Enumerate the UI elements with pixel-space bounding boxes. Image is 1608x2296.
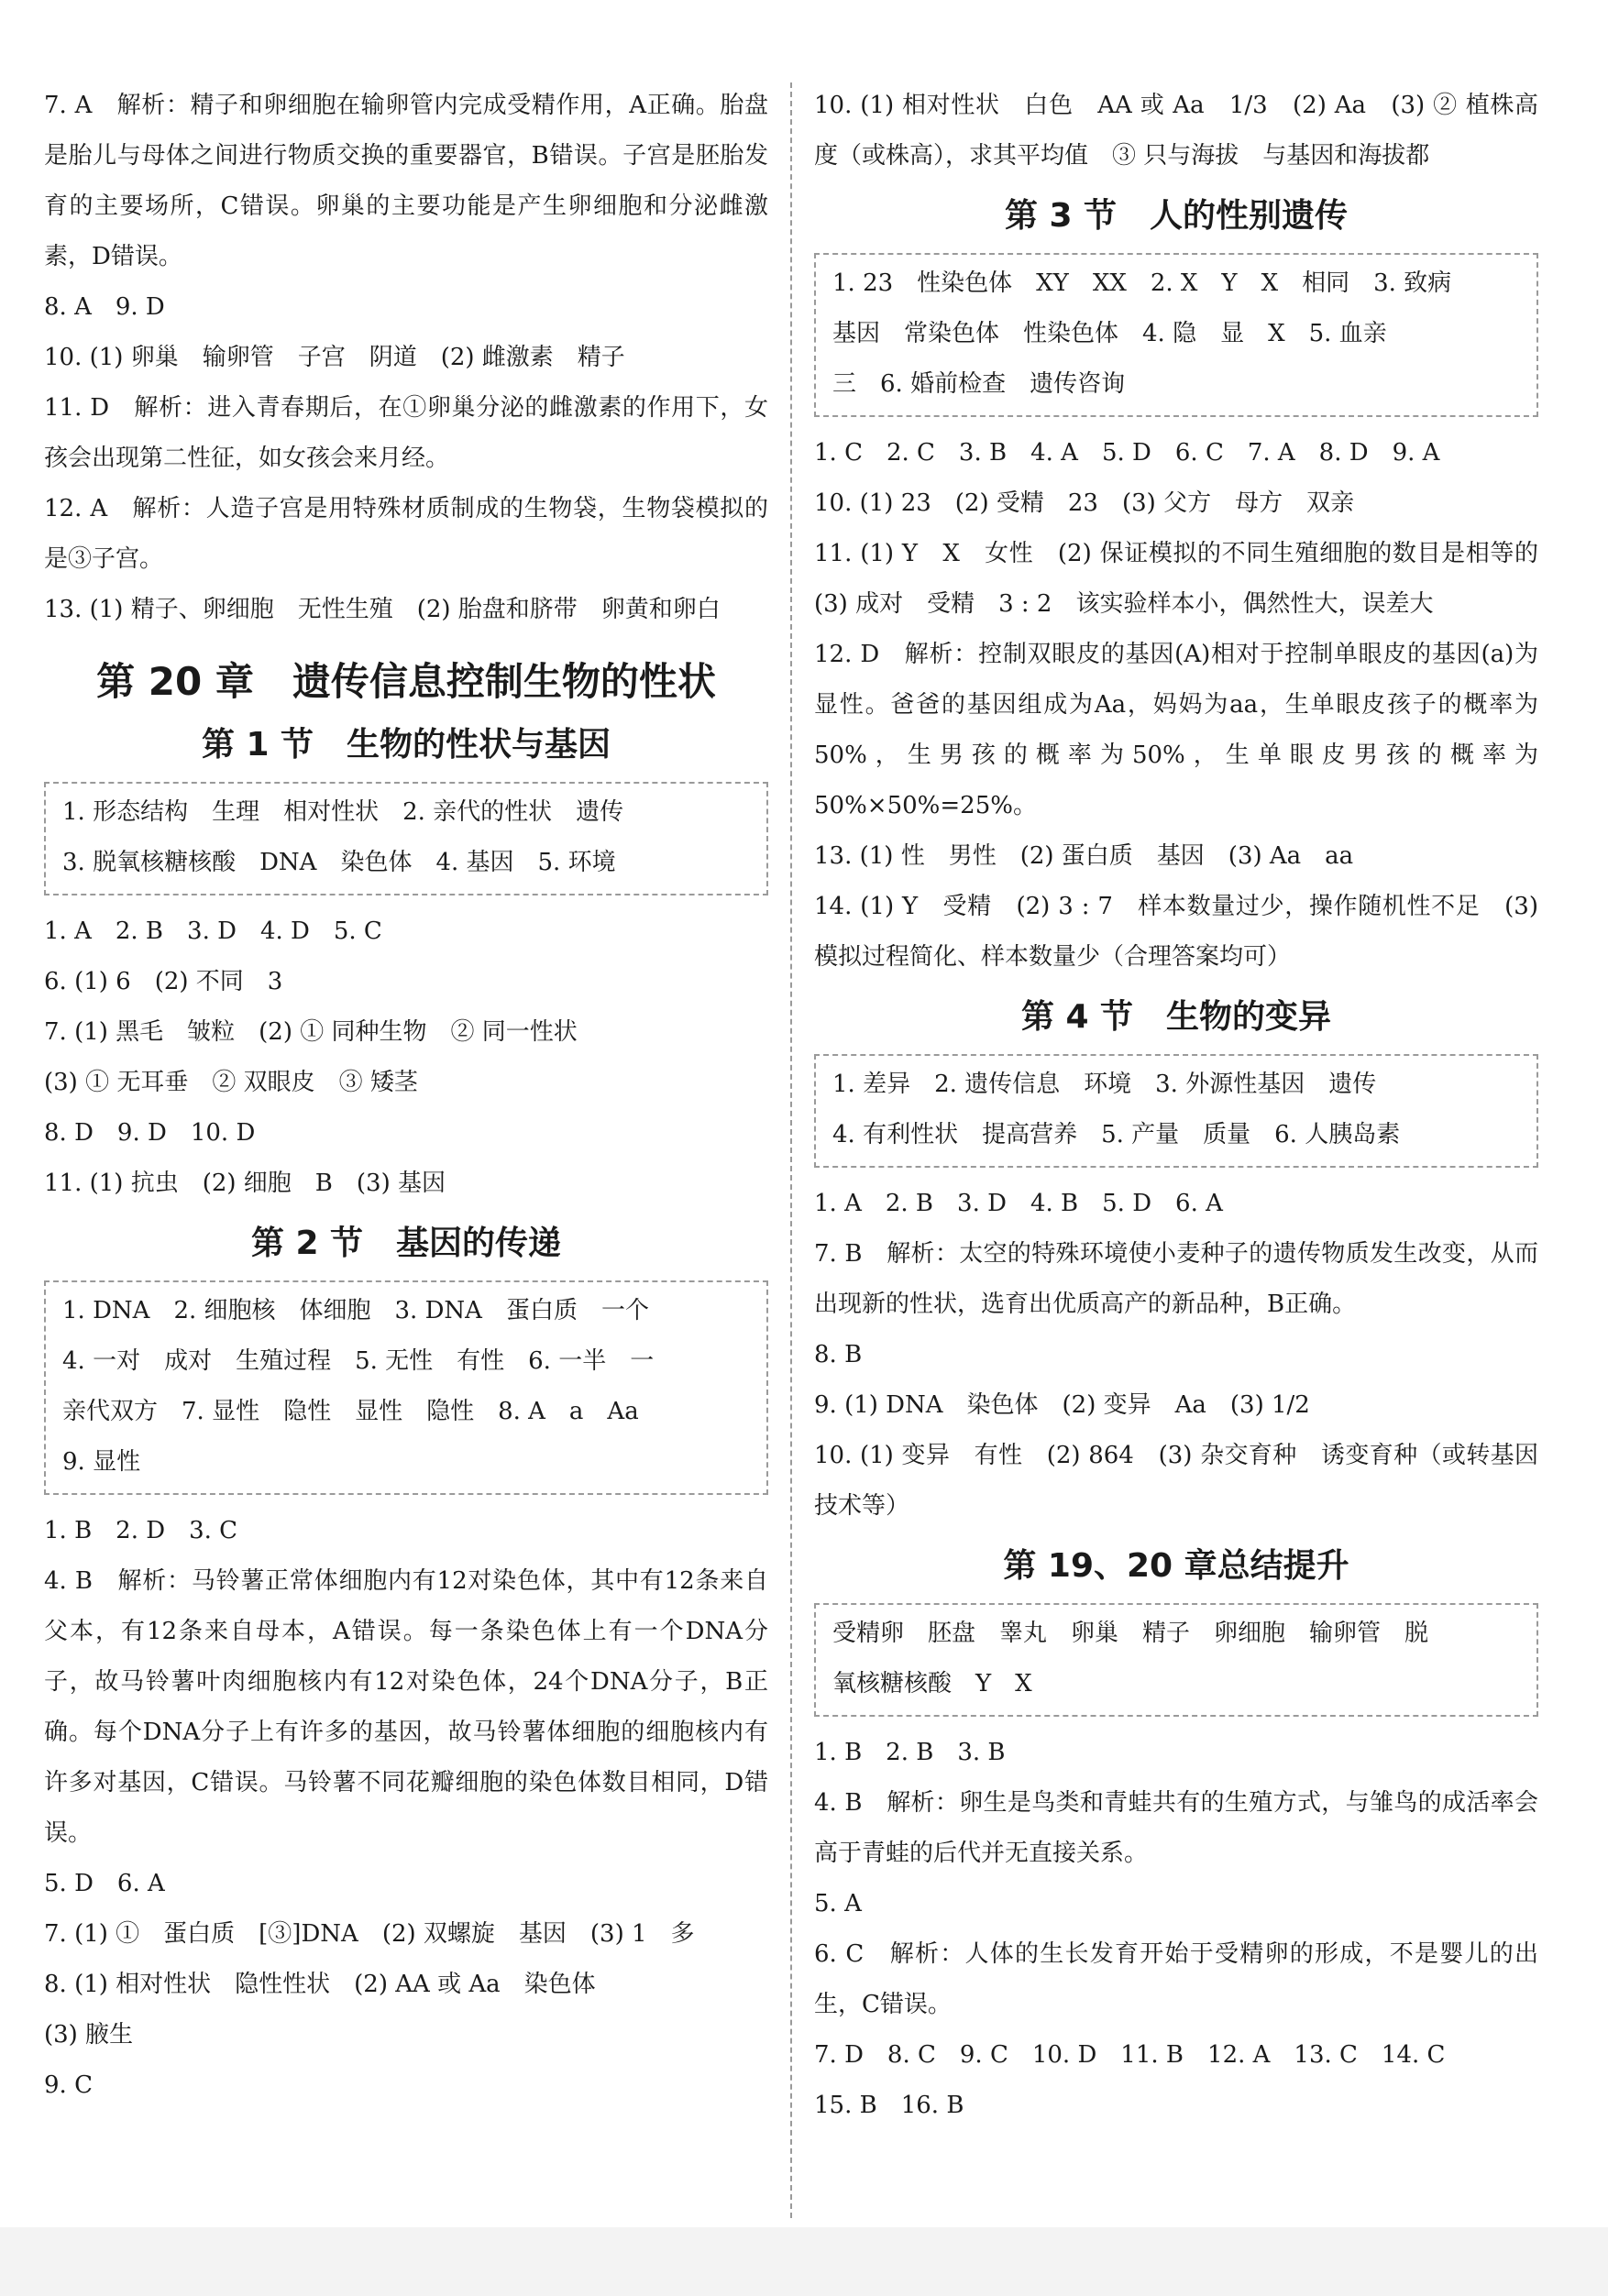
answer-line: 9. 显性 bbox=[62, 1448, 141, 1476]
summary-box bbox=[814, 1054, 1538, 1168]
answer-line: 6. (1) 6 (2) 不同 3 bbox=[44, 968, 283, 995]
answer-line: 1. A 2. B 3. D 4. B 5. D 6. A bbox=[814, 1190, 1223, 1217]
answer-line: 7. A 解析：精子和卵细胞在输卵管内完成受精作用，A正确。胎盘是胎儿与母体之间进行物质交换的重要器官，B错误。子宫是胚胎发育的主要场所，C错误。卵巢的主要功能是产生卵细胞和分泌雌激素，D错误。 bbox=[44, 92, 768, 270]
summary-box bbox=[814, 1603, 1538, 1717]
answer-line: 13. (1) 性 男性 (2) 蛋白质 基因 (3) Aa aa bbox=[814, 842, 1354, 870]
answer-line: 6. C 解析：人体的生长发育开始于受精卵的形成，不是婴儿的出生，C错误。 bbox=[814, 1940, 1538, 2018]
answer-line: (3) 腋生 bbox=[44, 2021, 134, 2049]
answer-list bbox=[814, 428, 1563, 983]
answer-list bbox=[44, 906, 768, 1209]
answer-line: 4. B 解析：马铃薯正常体细胞内有12对染色体，其中有12条来自父本，有12条来自母本，A错误。每一条染色体上有一个DNA分子，故马铃薯叶肉细胞核内有12对染色体，24个DNA分子，B正确。每个DNA分子上有许多的基因，故马铃薯体细胞的细胞核内有许多对基因，C错误。马铃薯不同花瓣细胞的染色体数目相同，D错误。 bbox=[44, 1567, 768, 1847]
section-title: 第 4 节 生物的变异 bbox=[1020, 998, 1332, 1036]
column-divider bbox=[790, 82, 792, 2218]
answer-line: 4. 有利性状 提高营养 5. 产量 质量 6. 人胰岛素 bbox=[832, 1121, 1401, 1148]
answer-list bbox=[814, 1728, 1538, 2131]
answer-line: 12. D 解析：控制双眼皮的基因(A)相对于控制单眼皮的基因(a)为显性。爸爸的基因组成为Aa，妈妈为aa，生单眼皮孩子的概率为50%，生男孩的概率为50%，生单眼皮男孩的概率为50%×50%=25%。 bbox=[814, 641, 1538, 819]
answer-line: 三 6. 婚前检查 遗传咨询 bbox=[832, 370, 1126, 398]
section-title: 第 1 节 生物的性状与基因 bbox=[201, 726, 611, 764]
answer-line: 7. (1) ① 蛋白质 [③]DNA (2) 双螺旋 基因 (3) 1 多 bbox=[44, 1920, 695, 1948]
answer-line: 1. B 2. D 3. C bbox=[44, 1517, 238, 1544]
answer-line: 10. (1) 卵巢 输卵管 子宫 阴道 (2) 雌激素 精子 bbox=[44, 344, 625, 371]
answer-list bbox=[44, 1506, 768, 2111]
section-title: 第 19、20 章总结提升 bbox=[1003, 1547, 1349, 1585]
answer-line: 8. (1) 相对性状 隐性性状 (2) AA 或 Aa 染色体 bbox=[44, 1971, 596, 1998]
right-column bbox=[814, 81, 1563, 2131]
section-title: 第 3 节 人的性别遗传 bbox=[1004, 197, 1349, 235]
chapter-title: 第 20 章 遗传信息控制生物的性状 bbox=[96, 659, 716, 704]
answer-line: 8. A 9. D bbox=[44, 293, 165, 321]
answer-line: 受精卵 胚盘 睾丸 卵巢 精子 卵细胞 输卵管 脱 bbox=[832, 1620, 1429, 1647]
answer-line: 亲代双方 7. 显性 隐性 显性 隐性 8. A a Aa bbox=[62, 1398, 639, 1425]
answer-line: 10. (1) 23 (2) 受精 23 (3) 父方 母方 双亲 bbox=[814, 489, 1355, 517]
answer-line: 8. D 9. D 10. D bbox=[44, 1119, 256, 1147]
answer-line: 1. B 2. B 3. B bbox=[814, 1739, 1006, 1766]
answer-line: (3) ① 无耳垂 ② 双眼皮 ③ 矮茎 bbox=[44, 1069, 418, 1096]
answer-line: 1. 差异 2. 遗传信息 环境 3. 外源性基因 遗传 bbox=[832, 1071, 1377, 1098]
answer-line: 11. D 解析：进入青春期后，在①卵巢分泌的雌激素的作用下，女孩会出现第二性征，如女孩会来月经。 bbox=[44, 394, 768, 472]
page-footer-band bbox=[0, 2227, 1608, 2296]
answer-line: 1. A 2. B 3. D 4. D 5. C bbox=[44, 917, 382, 945]
answer-line: 氧核糖核酸 Y X bbox=[832, 1670, 1032, 1697]
answer-line: 7. (1) 黑毛 皱粒 (2) ① 同种生物 ② 同一性状 bbox=[44, 1018, 578, 1046]
answer-line: 11. (1) 抗虫 (2) 细胞 B (3) 基因 bbox=[44, 1170, 446, 1197]
answer-list bbox=[814, 81, 1538, 181]
answer-line: 4. B 解析：卵生是鸟类和青蛙共有的生殖方式，与雏鸟的成活率会高于青蛙的后代并无直接关系。 bbox=[814, 1789, 1538, 1867]
answer-line: 5. D 6. A bbox=[44, 1870, 165, 1897]
summary-box bbox=[814, 253, 1538, 417]
answer-line: 9. C bbox=[44, 2071, 93, 2099]
answer-list bbox=[814, 1179, 1538, 1532]
answer-line: 1. 形态结构 生理 相对性状 2. 亲代的性状 遗传 bbox=[62, 798, 624, 826]
answer-line: 9. (1) DNA 染色体 (2) 变异 Aa (3) 1/2 bbox=[814, 1391, 1310, 1419]
answer-line: 13. (1) 精子、卵细胞 无性生殖 (2) 胎盘和脐带 卵黄和卵白 bbox=[44, 596, 721, 623]
answer-line: 5. A bbox=[814, 1890, 862, 1917]
answer-line: 3. 脱氧核糖核酸 DNA 染色体 4. 基因 5. 环境 bbox=[62, 849, 616, 876]
answer-line: 12. A 解析：人造子宫是用特殊材质制成的生物袋，生物袋模拟的是③子宫。 bbox=[44, 495, 768, 573]
answer-list bbox=[44, 81, 768, 635]
answer-line: 10. (1) 变异 有性 (2) 864 (3) 杂交育种 诱变育种（或转基因技术等） bbox=[814, 1442, 1538, 1520]
answer-line: 10. (1) 相对性状 白色 AA 或 Aa 1/3 (2) Aa (3) ② 植株高度（或株高），求其平均值 ③ 只与海拔 与基因和海拔都 bbox=[814, 92, 1538, 170]
answer-line: 1. 23 性染色体 XY XX 2. X Y X 相同 3. 致病 bbox=[832, 269, 1452, 297]
left-column bbox=[44, 81, 768, 2111]
summary-box bbox=[44, 782, 768, 895]
answer-line: 1. DNA 2. 细胞核 体细胞 3. DNA 蛋白质 一个 bbox=[62, 1297, 649, 1324]
answer-line: 7. D 8. C 9. C 10. D 11. B 12. A 13. C 14. C bbox=[814, 2041, 1446, 2069]
answer-line: 14. (1) Y 受精 (2) 3 : 7 样本数量过少，操作随机性不足 (3) 模拟过程简化、样本数量少（合理答案均可） bbox=[814, 893, 1538, 971]
section-title: 第 2 节 基因的传递 bbox=[250, 1225, 562, 1262]
answer-line: 4. 一对 成对 生殖过程 5. 无性 有性 6. 一半 一 bbox=[62, 1347, 655, 1375]
answer-line: 8. B bbox=[814, 1341, 863, 1368]
answer-line: 15. B 16. B bbox=[814, 2092, 964, 2119]
answer-line: 基因 常染色体 性染色体 4. 隐 显 X 5. 血亲 bbox=[832, 320, 1387, 347]
answer-line: 1. C 2. C 3. B 4. A 5. D 6. C 7. A 8. D 9. A bbox=[814, 439, 1440, 467]
answer-line: 7. B 解析：太空的特殊环境使小麦种子的遗传物质发生改变，从而出现新的性状，选育出优质高产的新品种，B正确。 bbox=[814, 1240, 1538, 1318]
answer-line: 11. (1) Y X 女性 (2) 保证模拟的不同生殖细胞的数目是相等的 (3) 成对 受精 3 : 2 该实验样本小，偶然性大，误差大 bbox=[814, 540, 1563, 618]
summary-box bbox=[44, 1280, 768, 1495]
